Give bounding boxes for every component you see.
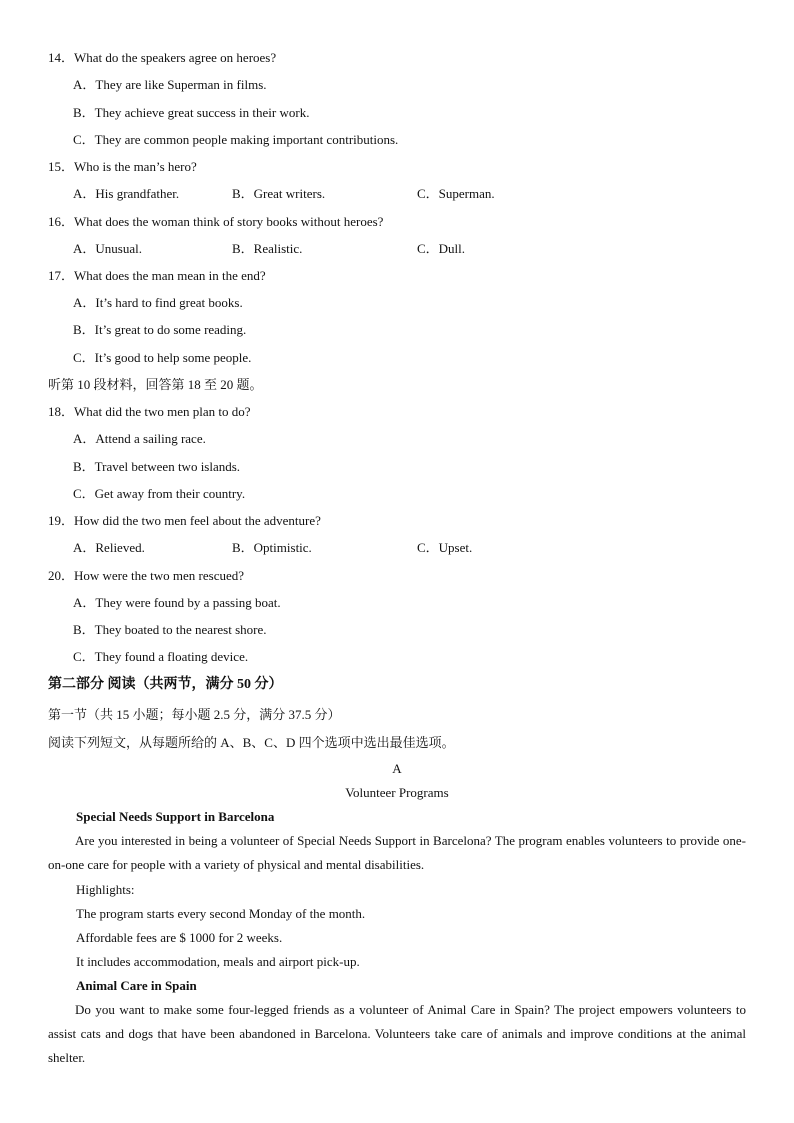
q19-option-c: C．Upset. — [417, 540, 473, 555]
program-1-body-text: Are you interested in being a volunteer of Special Needs Support in Barcelona? The program enables volunteers to provide one-on-one care for people with a variety of physical and mental disabilities. — [48, 833, 746, 872]
section-note: 听第 10 段材料，回答第 18 至 20 题。 — [48, 377, 263, 392]
q15-option-a: A．His grandfather. — [73, 186, 180, 201]
question-15: 15．Who is the man’s hero? — [48, 159, 197, 174]
q20-option-a: A．They were found by a passing boat. — [73, 595, 281, 610]
program-2-body-text: Do you want to make some four-legged friends as a volunteer of Animal Care in Spain? The project empowers volunteers to assist cats and dogs that have been abandoned in Barcelona. Volunteers take care of animals and improve conditions at the animal shelter. — [48, 1002, 746, 1065]
q18-option-b: B．Travel between two islands. — [73, 459, 241, 474]
q16-option-a: A．Unusual. — [73, 241, 142, 256]
q14-option-c: C．They are common people making important contributions. — [73, 132, 399, 147]
q18-option-a: A．Attend a sailing race. — [73, 431, 206, 446]
reading-instruction: 阅读下列短文，从每题所给的 A、B、C、D 四个选项中选出最佳选项。 — [48, 735, 455, 750]
q19-option-b: B．Optimistic. — [232, 540, 312, 555]
highlight-item: The program starts every second Monday of the month. — [76, 906, 366, 921]
highlight-item: It includes accommodation, meals and airport pick-up. — [76, 954, 360, 969]
highlight-item: Affordable fees are $ 1000 for 2 weeks. — [76, 930, 283, 945]
highlights-label: Highlights: — [76, 882, 135, 897]
question-20: 20．How were the two men rescued? — [48, 568, 245, 583]
question-16: 16．What does the woman think of story books without heroes? — [48, 214, 384, 229]
question-17: 17．What does the man mean in the end? — [48, 268, 266, 283]
question-14: 14．What do the speakers agree on heroes? — [48, 50, 277, 65]
q16-option-c: C．Dull. — [417, 241, 466, 256]
q20-option-c: C．They found a floating device. — [73, 649, 249, 664]
q15-option-b: B．Great writers. — [232, 186, 326, 201]
q17-option-a: A．It’s hard to find great books. — [73, 295, 243, 310]
q20-option-b: B．They boated to the nearest shore. — [73, 622, 267, 637]
program-1-heading: Special Needs Support in Barcelona — [76, 809, 275, 824]
passage-title: Volunteer Programs — [345, 785, 449, 800]
question-19: 19．How did the two men feel about the adventure? — [48, 513, 321, 528]
question-18: 18．What did the two men plan to do? — [48, 404, 251, 419]
q18-option-c: C．Get away from their country. — [73, 486, 246, 501]
passage-label: A — [392, 761, 402, 776]
section-title: 第一节（共 15 小题；每小题 2.5 分，满分 37.5 分） — [48, 707, 341, 722]
program-2-body — [48, 998, 746, 1070]
q19-option-a: A．Relieved. — [73, 540, 145, 555]
q17-option-b: B．It’s great to do some reading. — [73, 322, 247, 337]
program-2-heading: Animal Care in Spain — [76, 978, 197, 993]
q14-option-a: A．They are like Superman in films. — [73, 77, 267, 92]
q15-option-c: C．Superman. — [417, 186, 495, 201]
q14-option-b: B．They achieve great success in their work. — [73, 105, 310, 120]
program-1-body — [48, 829, 746, 877]
part-title: 第二部分 阅读（共两节，满分 50 分） — [48, 677, 283, 692]
q17-option-c: C．It’s good to help some people. — [73, 350, 252, 365]
q16-option-b: B．Realistic. — [232, 241, 303, 256]
